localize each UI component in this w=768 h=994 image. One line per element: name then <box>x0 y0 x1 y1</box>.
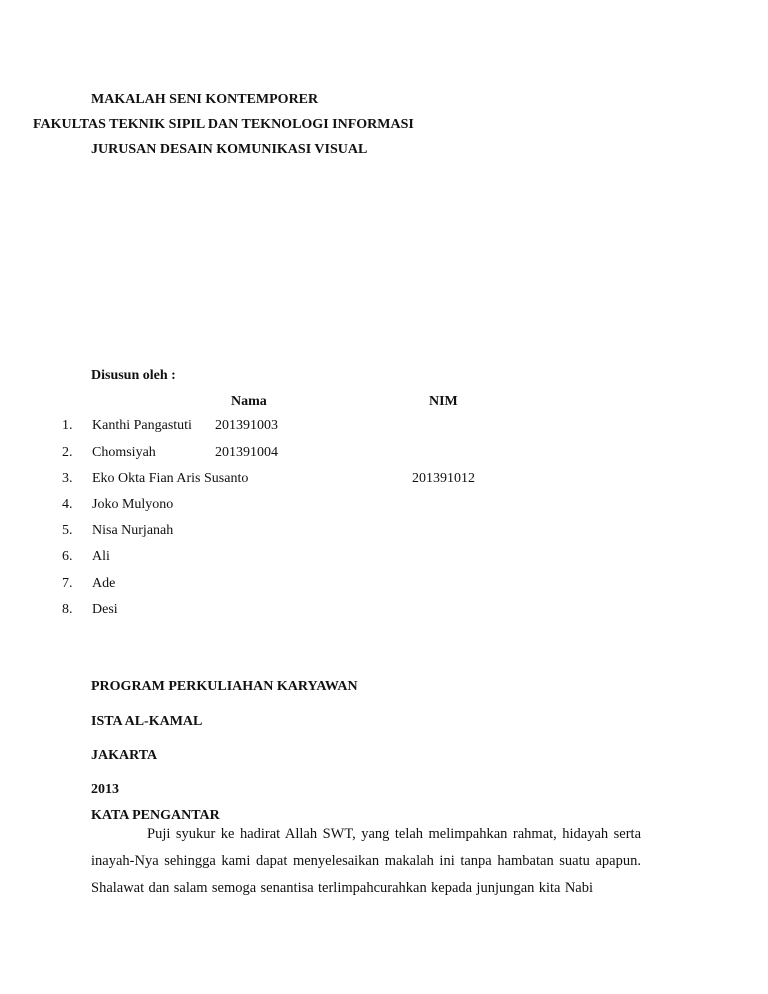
list-number: 3. <box>62 471 73 486</box>
institute-name: ISTA AL-KAMAL <box>91 714 203 729</box>
author-name: Kanthi Pangastuti <box>92 418 192 433</box>
column-header-nim: NIM <box>429 394 458 409</box>
preface-line: Shalawat dan salam semoga senantisa terlimpahcurahkan kepada junjungan kita Nabi <box>91 880 593 896</box>
program-name: PROGRAM PERKULIAHAN KARYAWAN <box>91 679 358 694</box>
list-number: 8. <box>62 602 73 617</box>
author-nim: 201391003 <box>215 418 278 433</box>
column-header-name: Nama <box>231 394 267 409</box>
authors-intro: Disusun oleh : <box>91 368 176 383</box>
doc-title: MAKALAH SENI KONTEMPORER <box>91 92 319 107</box>
author-name: Desi <box>92 602 118 617</box>
list-number: 7. <box>62 576 73 591</box>
author-name: Eko Okta Fian Aris Susanto <box>92 471 249 486</box>
city-name: JAKARTA <box>91 748 158 763</box>
author-name: Chomsiyah <box>92 445 156 460</box>
list-number: 1. <box>62 418 73 433</box>
preface-line: inayah-Nya sehingga kami dapat menyelesaikan makalah ini tanpa hambatan suatu apapun. <box>91 853 641 869</box>
department-name: JURUSAN DESAIN KOMUNIKASI VISUAL <box>91 142 368 157</box>
author-nim: 201391012 <box>412 471 475 486</box>
author-name: Nisa Nurjanah <box>92 523 174 538</box>
author-name: Ali <box>92 549 110 564</box>
list-number: 2. <box>62 445 73 460</box>
faculty-name: FAKULTAS TEKNIK SIPIL DAN TEKNOLOGI INFORMASI <box>33 117 414 132</box>
list-number: 5. <box>62 523 73 538</box>
list-number: 4. <box>62 497 73 512</box>
year: 2013 <box>91 782 119 797</box>
author-name: Joko Mulyono <box>92 497 174 512</box>
author-nim: 201391004 <box>215 445 278 460</box>
preface-line: Puji syukur ke hadirat Allah SWT, yang telah melimpahkan rahmat, hidayah serta <box>147 826 641 842</box>
preface-title: KATA PENGANTAR <box>91 808 220 823</box>
author-name: Ade <box>92 576 116 591</box>
list-number: 6. <box>62 549 73 564</box>
